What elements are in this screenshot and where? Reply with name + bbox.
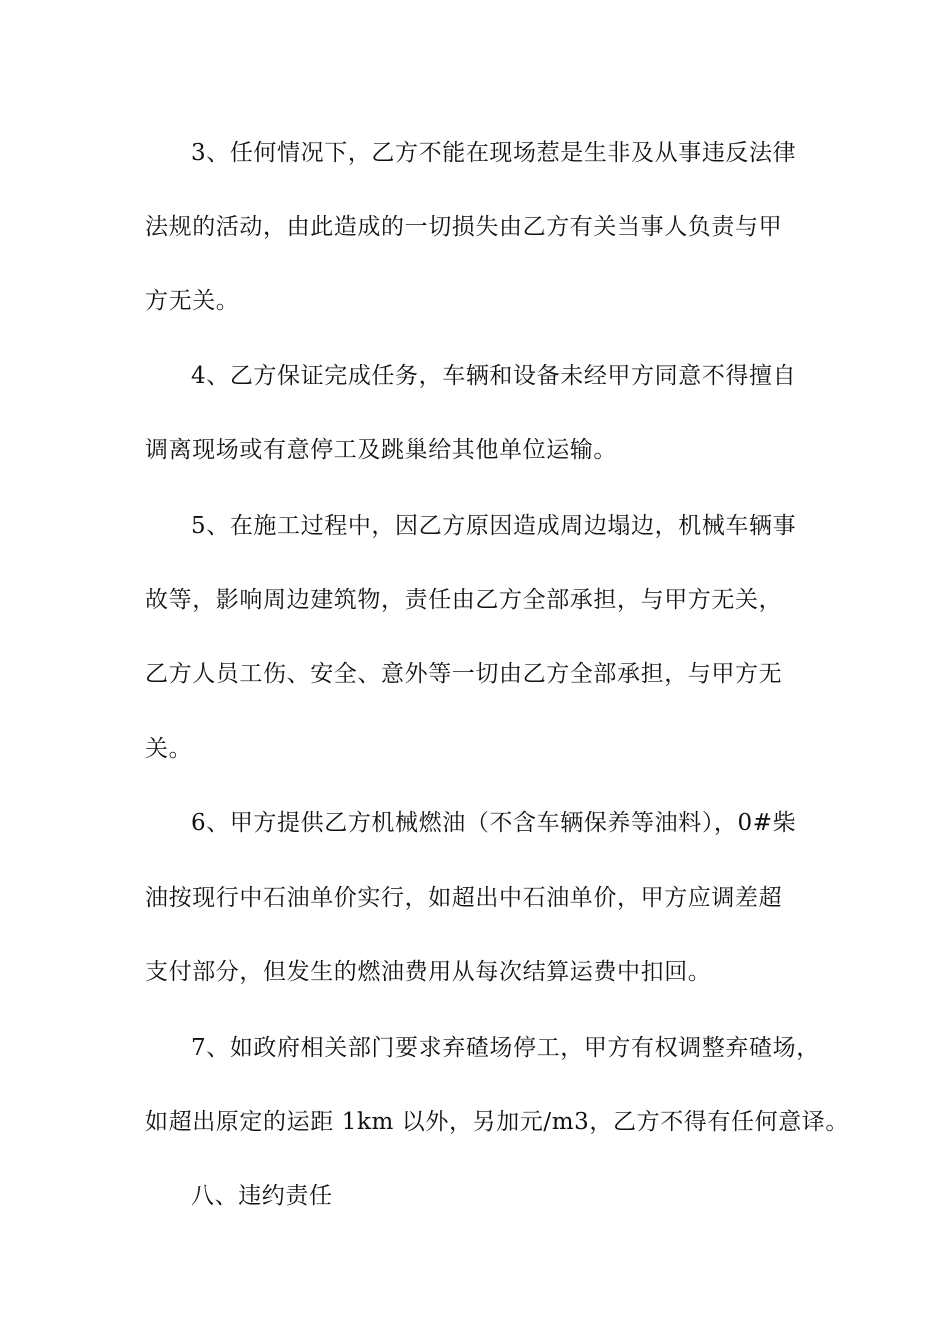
paragraph-5-line-4: 关。 <box>145 736 193 762</box>
paragraph-5-line-1: 5、在施工过程中，因乙方原因造成周边塌边，机械车辆事 <box>191 513 797 539</box>
paragraph-7-line-2: 如超出原定的运距 1km 以外，另加元/m3，乙方不得有任何意译。 <box>145 1109 849 1135</box>
paragraph-3-line-1: 3、任何情况下，乙方不能在现场惹是生非及从事违反法律 <box>191 140 797 166</box>
paragraph-5-line-2: 故等，影响周边建筑物，责任由乙方全部承担，与甲方无关， <box>145 587 783 613</box>
paragraph-6-line-3: 支付部分，但发生的燃油费用从每次结算运费中扣回。 <box>145 959 712 985</box>
paragraph-3-line-2: 法规的活动，由此造成的一切损失由乙方有关当事人负责与甲 <box>145 214 783 240</box>
paragraph-4-line-1: 4、乙方保证完成任务，车辆和设备未经甲方同意不得擅自 <box>191 363 797 389</box>
paragraph-7-line-1: 7、如政府相关部门要求弃碴场停工，甲方有权调整弃碴场， <box>191 1035 820 1061</box>
paragraph-6-line-2: 油按现行中石油单价实行，如超出中石油单价，甲方应调差超 <box>145 885 783 911</box>
paragraph-5-line-3: 乙方人员工伤、安全、意外等一切由乙方全部承担，与甲方无 <box>145 661 783 687</box>
paragraph-6-line-1: 6、甲方提供乙方机械燃油（不含车辆保养等油料），0#柴 <box>191 810 797 836</box>
paragraph-3-line-3: 方无关。 <box>145 288 240 314</box>
paragraph-4-line-2: 调离现场或有意停工及跳巢给其他单位运输。 <box>145 437 617 463</box>
section-heading-breach-liability: 八、违约责任 <box>191 1183 333 1209</box>
